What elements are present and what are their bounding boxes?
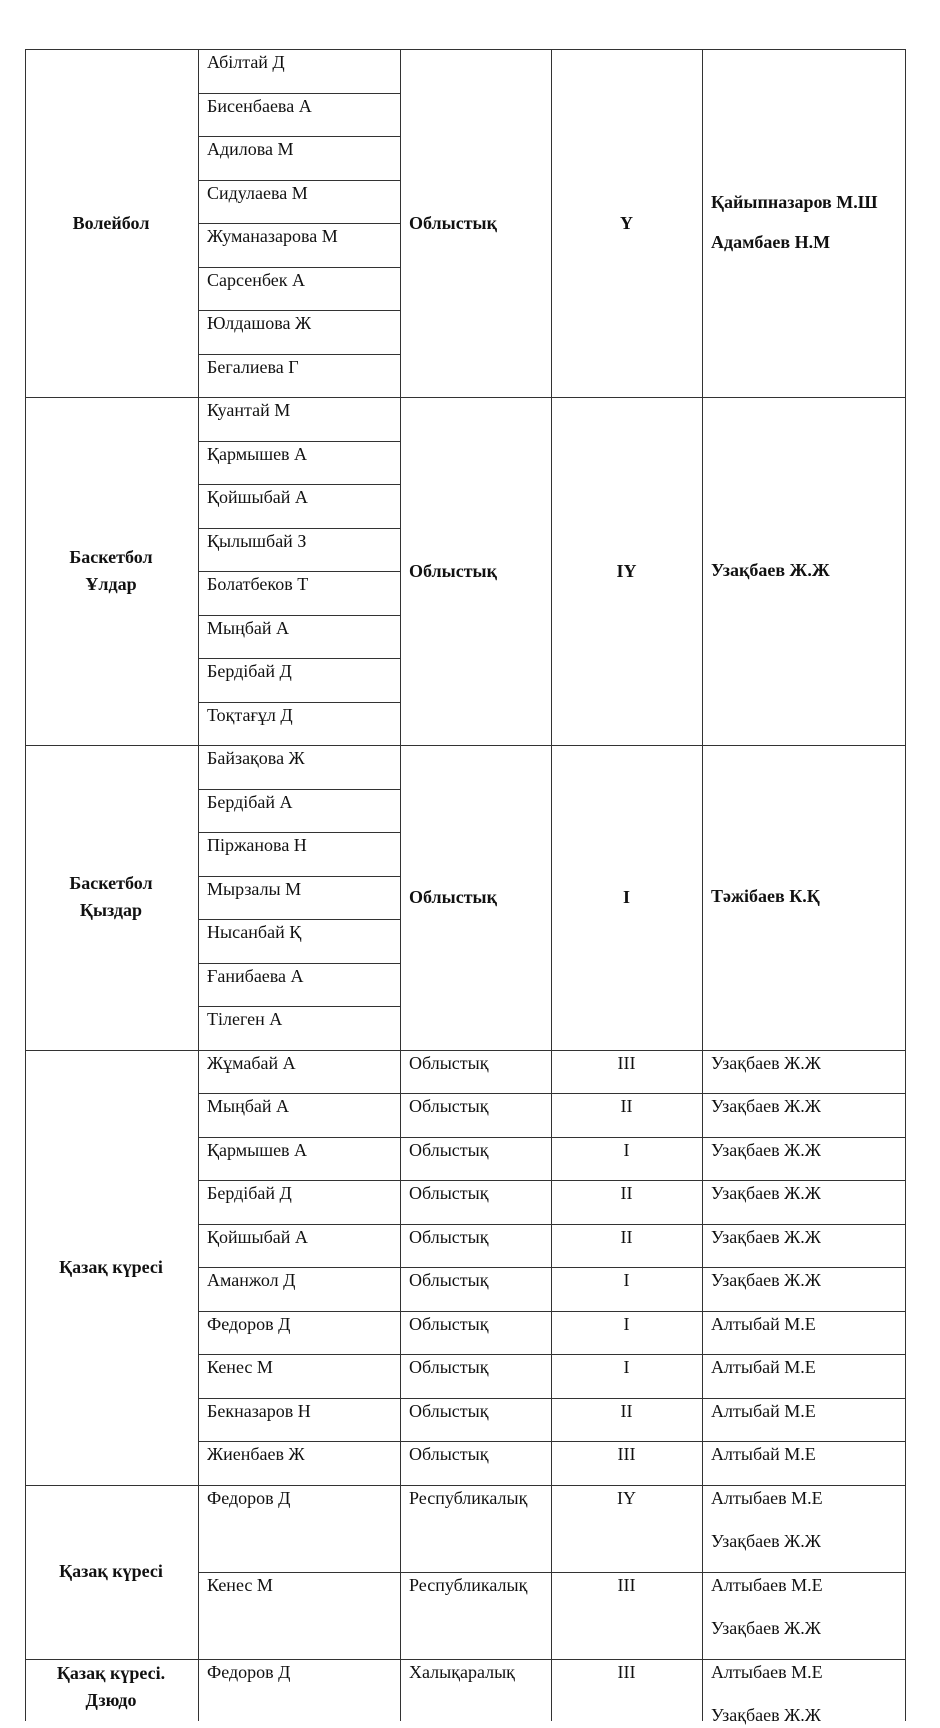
name-row-border [198,615,400,616]
place: III [617,1574,636,1595]
column-border [905,49,906,1721]
name-row-border [198,310,400,311]
competition-level: Облыстық [409,887,497,908]
place: IY [617,1487,636,1508]
sport-label-line: Волейбол [72,212,150,233]
coach-name: Узақбаев Ж.Ж [711,1705,821,1725]
place: I [623,1313,630,1334]
coach-name: Узақбаев Ж.Ж [711,1226,821,1247]
row-border [198,1093,905,1094]
athlete-name: Ғанибаева А [207,965,304,986]
name-row-border [198,876,400,877]
athlete-name: Мыңбай А [207,617,290,638]
coach-name: Узақбаев Ж.Ж [711,1096,821,1116]
coach-name: Тәжібаев К.Қ [711,886,820,907]
athlete-name: Қармышев А [207,1139,308,1160]
competition-level: Облыстық [409,1139,489,1160]
competition-level: Облыстық [409,1313,489,1334]
place: I [623,1139,630,1160]
competition-level: Республикалық [409,1574,528,1595]
competition-level: Облыстық [409,561,497,581]
row-border [198,1180,905,1181]
athlete-name: Жуманазарова М [207,226,338,246]
row-border [198,1137,905,1138]
competition-level: Республикалық [409,1487,528,1508]
name-row-border [198,919,400,920]
sport-label [25,210,197,237]
athlete-name: Бекназаров Н [207,1400,311,1421]
athlete-name: Қойшыбай А [207,1226,308,1247]
place: II [620,1183,633,1203]
athlete-name: Бердібай А [207,791,293,812]
name-row-border [198,702,400,703]
competition-level: Облыстық [409,1400,489,1421]
athlete-name: Кенес М [207,1574,273,1595]
athlete-name: Қылышбай З [207,530,307,551]
athlete-name: Жұмабай А [207,1052,296,1073]
place: IY [616,561,637,581]
competition-level: Облыстық [409,1444,489,1464]
column-border [400,49,401,1721]
row-border [198,1572,905,1573]
athlete-name: Болатбеков Т [207,574,309,594]
column-border [551,49,552,1721]
athlete-name: Қойшыбай А [207,487,308,507]
coach-name: Алтыбай М.Е [711,1400,816,1421]
results-table [25,49,905,1725]
name-row-border [198,180,400,181]
sport-label-line: Баскетбол [69,873,153,894]
athlete-name: Федоров Д [207,1487,291,1508]
athlete-name: Бердібай Д [207,661,292,681]
coach-name: Узақбаев Ж.Ж [711,1052,821,1073]
athlete-name: Федоров Д [207,1313,291,1334]
athlete-name: Жиенбаев Ж [207,1444,305,1464]
coach-name: Қайыпназаров М.Ш [711,192,878,212]
place: III [617,1661,636,1682]
athlete-name: Тілеген А [207,1009,283,1029]
athlete-name: Юлдашова Ж [207,313,312,333]
sport-label [25,870,197,924]
name-row-border [198,832,400,833]
column-border [702,49,703,1721]
athlete-name: Кенес М [207,1357,273,1377]
group-border [25,397,905,398]
athlete-name: Қармышев А [207,443,308,464]
place: II [620,1400,633,1421]
row-border [198,1267,905,1268]
column-border [198,49,199,1721]
athlete-name: Байзақова Ж [207,748,305,768]
athlete-name: Тоқтағұл Д [207,704,293,725]
athlete-name: Бегалиева Г [207,356,299,377]
name-row-border [198,267,400,268]
place: I [622,887,630,908]
sport-label [25,1558,197,1585]
sport-label-line: Қазақ күресі [59,1561,163,1581]
athlete-name: Бердібай Д [207,1183,292,1203]
place: III [617,1444,636,1464]
group-border [25,1485,905,1486]
coach-name: Узақбаев Ж.Ж [711,1618,821,1638]
place: II [620,1226,633,1247]
sport-label [25,1254,197,1281]
sport-label-line: Дзюдо [85,1689,137,1710]
athlete-name: Адилова М [207,139,294,159]
row-border [198,1224,905,1225]
athlete-name: Мыңбай А [207,1096,290,1116]
coach-name: Алтыбай М.Е [711,1444,816,1464]
athlete-name: Мырзалы М [207,878,302,899]
coach-name: Алтыбай М.Е [711,1313,816,1334]
competition-level: Облыстық [409,1096,489,1116]
coach-name: Узақбаев Ж.Ж [711,1270,821,1290]
competition-level: Облыстық [409,1357,489,1377]
table-top-border [25,49,905,50]
coach-name: Узақбаев Ж.Ж [711,560,830,580]
name-row-border [198,484,400,485]
coach-name: Алтыбаев М.Е [711,1574,823,1595]
coach-name: Узақбаев Ж.Ж [711,1531,821,1551]
athlete-name: Сарсенбек А [207,269,305,290]
athlete-name: Бисенбаева А [207,95,312,116]
sport-label-line: Қыздар [79,900,143,921]
sport-label [25,544,197,598]
athlete-name: Федоров Д [207,1661,291,1682]
row-border [198,1398,905,1399]
coach-name: Узақбаев Ж.Ж [711,1139,821,1160]
name-row-border [198,528,400,529]
place: II [620,1096,633,1116]
row-border [198,1354,905,1355]
place: III [617,1052,636,1073]
name-row-border [198,223,400,224]
athlete-name: Аманжол Д [207,1270,296,1290]
competition-level: Облыстық [409,213,497,233]
competition-level: Халықаралық [409,1661,515,1682]
competition-level: Облыстық [409,1183,489,1203]
athlete-name: Піржанова Н [207,835,307,855]
coach-name: Алтыбаев М.Е [711,1661,823,1682]
competition-level: Облыстық [409,1052,489,1073]
name-row-border [198,441,400,442]
competition-level: Облыстық [409,1226,489,1247]
coach-name: Алтыбай М.Е [711,1357,816,1377]
athlete-name: Куантай М [207,400,291,420]
name-row-border [198,658,400,659]
coach-name: Узақбаев Ж.Ж [711,1183,821,1203]
coach-name: Адамбаев Н.М [711,232,831,252]
place: I [623,1357,630,1377]
group-border [25,1050,905,1051]
name-row-border [198,963,400,964]
place: Y [620,213,633,233]
athlete-name: Абілтай Д [207,52,285,72]
sport-label [25,1660,197,1714]
name-row-border [198,93,400,94]
row-border [198,1441,905,1442]
athlete-name: Нысанбай Қ [207,922,302,942]
sport-label-line: Қазақ күресі [59,1256,163,1277]
athlete-name: Сидулаева М [207,182,308,203]
name-row-border [198,136,400,137]
coach-name: Алтыбаев М.Е [711,1487,823,1508]
place: I [623,1270,630,1290]
row-border [198,1311,905,1312]
sport-label-line: Баскетбол [69,547,153,567]
group-border [25,745,905,746]
name-row-border [198,571,400,572]
sport-label-line: Ұлдар [85,574,137,594]
competition-level: Облыстық [409,1270,489,1290]
name-row-border [198,1006,400,1007]
sport-label-line: Қазақ күресі. [56,1662,166,1683]
name-row-border [198,354,400,355]
name-row-border [198,789,400,790]
